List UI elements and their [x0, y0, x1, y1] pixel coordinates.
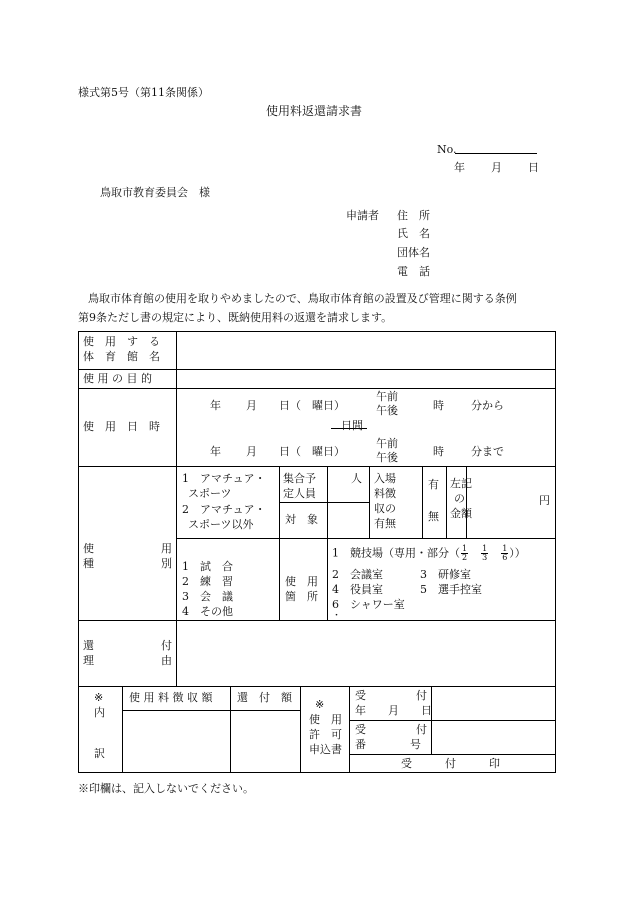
- type-column-divider: [327, 466, 328, 620]
- group-count-label: 定人員: [283, 487, 316, 500]
- category-amateur-other: スポーツ以外: [188, 518, 254, 531]
- dt-days: 日間: [341, 419, 363, 432]
- document-title: 使用料返還請求書: [266, 104, 363, 118]
- refund-amount-header: 還 付 額: [237, 691, 292, 704]
- fraction-third: $\frac{1}{3}$: [482, 544, 488, 562]
- date-year-label: 年: [454, 161, 465, 174]
- category-amateur-sports: スポーツ: [188, 487, 232, 500]
- fee-no-option: 無: [428, 510, 439, 523]
- applicant-group-label: 団体名: [397, 246, 430, 259]
- fraction-half: $\frac{1}{2}$: [462, 544, 468, 562]
- internal-row-divider: [122, 710, 300, 711]
- type-column-divider: [422, 466, 423, 538]
- entry-fee-label: 有無: [374, 517, 396, 530]
- dt-start-am: 午前: [376, 390, 398, 403]
- purpose-option: 4 その他: [182, 605, 233, 618]
- row-divider: [79, 369, 555, 370]
- type-label: 使: [83, 542, 94, 555]
- fraction-sixth: $\frac{1}{6}$: [502, 544, 508, 562]
- purpose-label: 使 用 の 目 的: [83, 372, 152, 385]
- applicant-address-label: 住 所: [397, 209, 430, 222]
- refund-reason-label: 理: [83, 654, 94, 667]
- yen-unit: 円: [539, 494, 550, 507]
- internal-label: 訳: [94, 747, 105, 760]
- internal-mark: ※: [94, 691, 104, 704]
- applicant-phone-label: 電 話: [397, 265, 430, 278]
- internal-column-divider: [300, 686, 301, 773]
- refund-reason-label: 還: [83, 639, 94, 652]
- location-shower-room: 6 シャワー室: [332, 598, 405, 611]
- location-arena: 1 競技場（専用・部分（ $\frac{1}{2}$ $\frac{1}{3}$ $\frac{1}{6}$ ））: [332, 544, 526, 562]
- type-label: 用: [161, 542, 172, 555]
- type-column-divider: [279, 466, 280, 620]
- datetime-label: 使 用 日 時: [83, 420, 160, 433]
- applicant-label: 申請者: [346, 209, 379, 222]
- refund-reason-label: 付: [161, 639, 172, 652]
- group-count-label: 集合予: [283, 472, 316, 485]
- internal-row-divider: [349, 754, 555, 755]
- permit-label: 申込書: [309, 743, 342, 756]
- location-blank-dot: ・: [332, 611, 342, 621]
- entry-fee-label: 収の: [374, 502, 396, 515]
- label-column-divider: [176, 332, 177, 686]
- fee-yes-option: 有: [428, 478, 439, 491]
- internal-row-divider: [349, 720, 555, 721]
- amount-label: 左記: [450, 477, 472, 490]
- refund-reason-label: 由: [161, 654, 172, 667]
- target-label: 対 象: [285, 513, 318, 526]
- category-amateur-other: 2 アマチュア・: [182, 503, 266, 516]
- amount-label: の: [454, 492, 465, 505]
- location-label: 箇 所: [285, 590, 318, 603]
- internal-column-divider: [122, 686, 123, 773]
- receipt-stamp-label: 受 付 印: [401, 757, 500, 770]
- type-column-divider: [446, 466, 447, 538]
- dt-start-year: 年: [210, 399, 221, 412]
- dt-start-pm: 午後: [376, 404, 398, 417]
- row-divider: [79, 686, 555, 687]
- receipt-number-label: 受: [355, 723, 366, 736]
- purpose-option: 3 会 議: [182, 590, 233, 603]
- category-amateur-sports: 1 アマチュア・: [182, 472, 266, 485]
- date-month-label: 月: [491, 161, 502, 174]
- dt-start-month: 月: [246, 399, 257, 412]
- dt-end-am: 午前: [376, 437, 398, 450]
- request-table: [78, 331, 556, 773]
- dt-end-hour: 時: [433, 445, 444, 458]
- location-arena-text: 1 競技場（専用・部分（: [332, 546, 460, 560]
- form-number: 様式第5号（第11条関係）: [78, 86, 209, 99]
- body-text-line-1: 鳥取市体育館の使用を取りやめましたので、鳥取市体育館の設置及び管理に関する条例: [88, 292, 517, 305]
- dt-end-pm: 午後: [376, 451, 398, 464]
- no-underline: [455, 153, 537, 154]
- applicant-name-label: 氏 名: [397, 227, 430, 240]
- type-row-divider: [279, 502, 369, 503]
- receipt-date-label: 付: [416, 689, 427, 702]
- internal-column-divider: [230, 686, 231, 773]
- fee-collected-header: 使 用 料 徴 収 額: [129, 691, 213, 704]
- location-label: 使 用: [285, 575, 318, 588]
- purpose-option: 2 練 習: [182, 575, 233, 588]
- permit-label: 使 用: [309, 713, 342, 726]
- body-text-line-2: 第9条ただし書の規定により、既納使用料の返還を請求します。: [78, 311, 393, 324]
- location-players-room: 5 選手控室: [420, 583, 482, 596]
- no-label: No.: [437, 143, 457, 156]
- row-divider: [79, 620, 555, 621]
- row-divider: [79, 388, 555, 389]
- location-officers-room: 4 役員室: [332, 583, 383, 596]
- location-meeting-room: 2 会議室: [332, 568, 383, 581]
- dt-start-day: 日（ 曜日）: [279, 399, 345, 412]
- permit-label: 許 可: [309, 728, 342, 741]
- type-label: 別: [161, 557, 172, 570]
- entry-fee-label: 入場: [374, 472, 396, 485]
- dt-start-hour: 時: [433, 399, 444, 412]
- receipt-number-label: 番 号: [355, 738, 421, 751]
- amount-label: 金額: [450, 507, 472, 520]
- type-column-divider: [369, 466, 370, 538]
- addressee: 鳥取市教育委員会 様: [100, 186, 210, 199]
- internal-label: 内: [94, 706, 105, 719]
- type-label: 種: [83, 557, 94, 570]
- internal-column-divider: [349, 686, 350, 773]
- dt-end-year: 年: [210, 445, 221, 458]
- type-row-divider: [176, 538, 555, 539]
- gym-label: 使 用 す る: [83, 335, 160, 348]
- receipt-date-label: 年 月 日: [355, 704, 432, 717]
- gym-label: 体 育 館 名: [83, 350, 160, 363]
- receipt-number-label: 付: [416, 723, 427, 736]
- persons-unit: 人: [351, 472, 362, 485]
- location-training-room: 3 研修室: [420, 568, 471, 581]
- entry-fee-label: 料徴: [374, 487, 396, 500]
- permit-mark: ※: [315, 698, 325, 711]
- dt-end-month: 月: [246, 445, 257, 458]
- purpose-option: 1 試 合: [182, 560, 233, 573]
- dt-end-suffix: 分まで: [471, 445, 504, 458]
- dt-end-day: 日（ 曜日）: [279, 445, 345, 458]
- receipt-date-label: 受: [355, 689, 366, 702]
- date-day-label: 日: [528, 161, 539, 174]
- dt-start-suffix: 分から: [471, 399, 504, 412]
- row-divider: [79, 466, 555, 467]
- footer-note: ※印欄は、記入しないでください。: [78, 782, 254, 795]
